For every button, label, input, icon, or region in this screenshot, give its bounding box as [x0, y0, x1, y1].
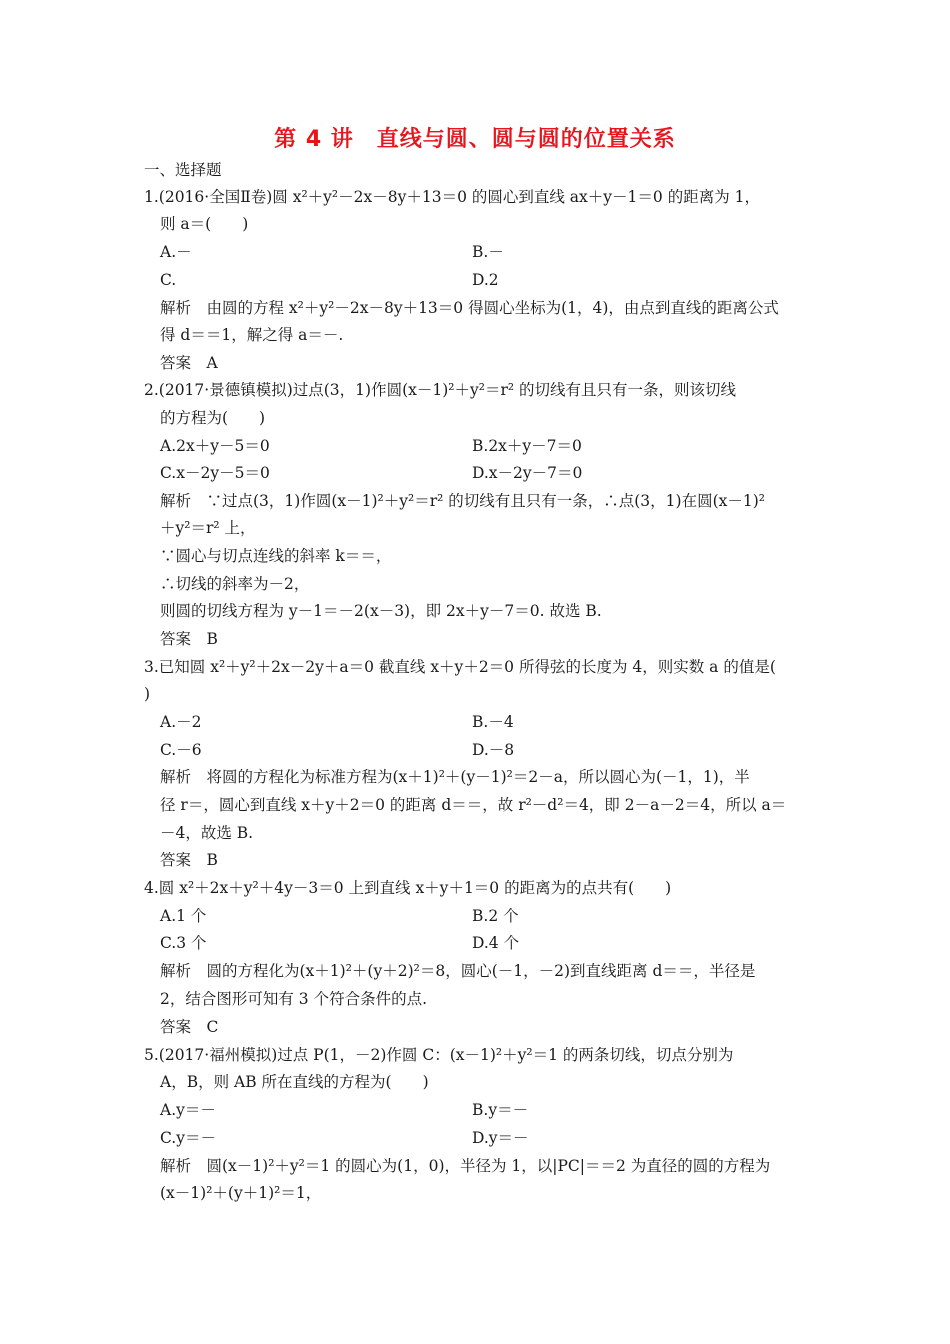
question-4-option-a: A.1 个	[160, 907, 207, 925]
question-1-option-d: D.2	[472, 271, 499, 289]
question-2-analysis-cont: ∵圆心与切点连线的斜率 k＝＝，	[160, 547, 392, 565]
question-3-analysis: 解析 将圆的方程化为标准方程为(x＋1)²＋(y－1)²＝2－a，所以圆心为(－1，1)，半	[160, 768, 750, 786]
question-5-option-c: C.y＝－	[160, 1129, 216, 1147]
question-2-text: 2.(2017·景德镇模拟)过点(3，1)作圆(x－1)²＋y²＝r² 的切线有且只有一条，则该切线	[144, 381, 737, 399]
question-3-option-a: A.－2	[160, 713, 202, 731]
question-4-option-d: D.4 个	[472, 934, 520, 952]
question-4-option-c: C.3 个	[160, 934, 207, 952]
question-3-answer: 答案 B	[160, 851, 218, 869]
question-2-option-d: D.x－2y－7＝0	[472, 464, 583, 482]
question-1-option-c: C.	[160, 271, 177, 289]
question-1-analysis-cont: 得 d＝＝1，解之得 a＝－.	[160, 326, 344, 344]
question-2-analysis-cont: 则圆的切线方程为 y－1＝－2(x－3)，即 2x＋y－7＝0. 故选 B.	[160, 602, 602, 620]
question-3-analysis-cont: －4，故选 B.	[160, 824, 254, 842]
section-heading: 一、选择题	[144, 161, 222, 179]
question-2-option-c: C.x－2y－5＝0	[160, 464, 270, 482]
question-4-option-b: B.2 个	[472, 907, 519, 925]
question-3-option-b: B.－4	[472, 713, 514, 731]
question-1-analysis: 解析 由圆的方程 x²＋y²－2x－8y＋13＝0 得圆心坐标为(1，4)，由点到直线的距离公式	[160, 299, 779, 317]
question-5-option-a: A.y＝－	[160, 1101, 216, 1119]
question-3-option-d: D.－8	[472, 741, 515, 759]
question-1-option-b: B.－	[472, 243, 504, 261]
question-4-text: 4.圆 x²＋2x＋y²＋4y－3＝0 上到直线 x＋y＋1＝0 的距离为的点共有( )	[144, 879, 672, 897]
question-2-option-a: A.2x＋y－5＝0	[160, 437, 270, 455]
question-4-analysis: 解析 圆的方程化为(x＋1)²＋(y＋2)²＝8，圆心(－1，－2)到直线距离 d＝＝，半径是	[160, 962, 756, 980]
question-5-analysis: 解析 圆(x－1)²＋y²＝1 的圆心为(1，0)，半径为 1，以|PC|＝＝2 为直径的圆的方程为	[160, 1157, 771, 1175]
question-2-analysis-cont: ＋y²＝r² 上，	[160, 519, 256, 537]
question-2-analysis-cont: ∴切线的斜率为－2，	[160, 575, 310, 593]
question-2-answer: 答案 B	[160, 630, 218, 648]
question-3-text: 3.已知圆 x²＋y²＋2x－2y＋a＝0 截直线 x＋y＋2＝0 所得弦的长度为 4，则实数 a 的值是(	[144, 658, 776, 676]
question-5-option-d: D.y＝－	[472, 1129, 529, 1147]
question-1-answer: 答案 A	[160, 354, 218, 372]
question-5-text-cont: A，B，则 AB 所在直线的方程为( )	[160, 1073, 429, 1091]
question-1-text: 1.(2016·全国Ⅱ卷)圆 x²＋y²－2x－8y＋13＝0 的圆心到直线 ax＋y－1＝0 的距离为 1，	[144, 188, 760, 206]
question-1-text-cont: 则 a＝( )	[160, 215, 249, 233]
question-5-option-b: B.y＝－	[472, 1101, 529, 1119]
question-4-answer: 答案 C	[160, 1018, 219, 1036]
question-4-analysis-cont: 2，结合图形可知有 3 个符合条件的点.	[160, 990, 428, 1008]
page-title: 第 4 讲 直线与圆、圆与圆的位置关系	[274, 127, 676, 152]
question-3-analysis-cont: 径 r＝，圆心到直线 x＋y＋2＝0 的距离 d＝＝，故 r²－d²＝4，即 2－a－2＝4，所以 a＝	[160, 796, 787, 814]
question-2-text-cont: 的方程为( )	[160, 409, 266, 427]
question-1-option-a: A.－	[160, 243, 192, 261]
question-2-analysis: 解析 ∵过点(3，1)作圆(x－1)²＋y²＝r² 的切线有且只有一条，∴点(3，1)在圆(x－1)²	[160, 492, 765, 510]
question-5-text: 5.(2017·福州模拟)过点 P(1，－2)作圆 C：(x－1)²＋y²＝1 的两条切线，切点分别为	[144, 1046, 734, 1064]
question-3-text-cont: )	[144, 685, 151, 703]
question-2-option-b: B.2x＋y－7＝0	[472, 437, 582, 455]
question-5-analysis-cont: (x－1)²＋(y＋1)²＝1，	[160, 1184, 322, 1202]
question-3-option-c: C.－6	[160, 741, 202, 759]
